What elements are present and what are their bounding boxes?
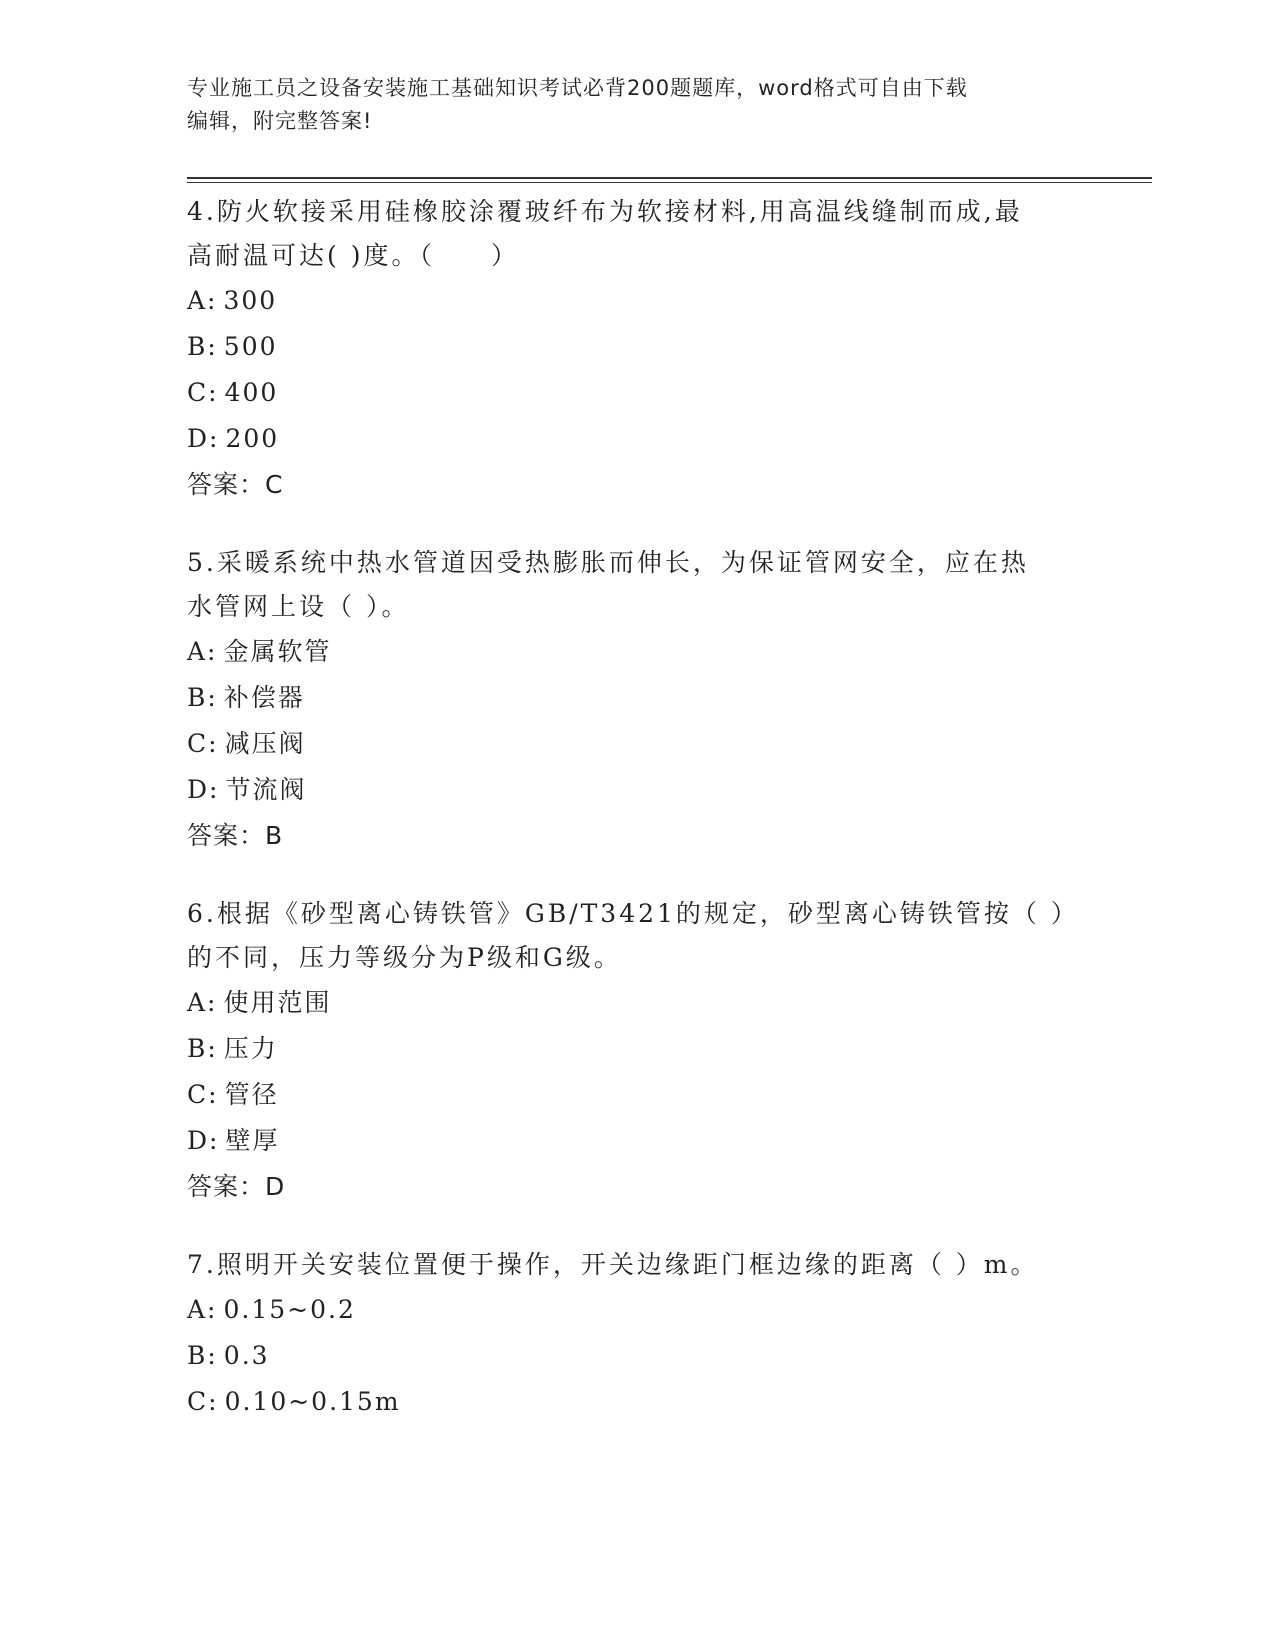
- option-text: 补偿器: [223, 683, 305, 712]
- option-letter: C:: [187, 378, 219, 407]
- answer-label: 答案：B: [187, 821, 284, 850]
- option-a: [187, 629, 1087, 675]
- option-list: [187, 980, 1087, 1164]
- option-letter: D:: [187, 775, 220, 804]
- option-b: [187, 675, 1087, 721]
- question-stem-line: 高耐温可达( )度。（ ）: [187, 241, 519, 270]
- answer-label: 答案：D: [187, 1172, 286, 1201]
- option-text: 0.10~0.15m: [224, 1387, 401, 1416]
- option-b: [187, 324, 1087, 370]
- option-text: 0.3: [223, 1341, 270, 1370]
- question-list: [187, 190, 1087, 1458]
- question-stem-line: 水管网上设（ ）。: [187, 592, 410, 621]
- header-title-line-2: 编辑，附完整答案!: [187, 109, 373, 133]
- option-d: [187, 416, 1087, 462]
- header-divider-thin: [187, 182, 1152, 183]
- option-letter: C:: [187, 729, 219, 758]
- document-header: [187, 72, 1087, 138]
- question-stem: [187, 1243, 1087, 1287]
- option-c: [187, 370, 1087, 416]
- question-stem: [187, 892, 1087, 980]
- option-a: [187, 1287, 1087, 1333]
- question-stem-line: 5.采暖系统中热水管道因受热膨胀而伸长，为保证管网安全，应在热: [187, 548, 1029, 577]
- answer-label: 答案：C: [187, 470, 284, 499]
- option-text: 压力: [223, 1034, 278, 1063]
- option-letter: D:: [187, 424, 220, 453]
- option-letter: A:: [187, 1295, 218, 1324]
- question-7: [187, 1243, 1087, 1425]
- option-list: [187, 278, 1087, 462]
- question-stem-line: 6.根据《砂型离心铸铁管》GB/T3421的规定，砂型离心铸铁管按（ ）: [187, 899, 1079, 928]
- option-text: 0.15~0.2: [223, 1295, 356, 1324]
- question-stem: [187, 541, 1087, 629]
- option-text: 500: [223, 332, 278, 361]
- option-a: [187, 980, 1087, 1026]
- question-4: [187, 190, 1087, 508]
- option-a: [187, 278, 1087, 324]
- option-letter: B:: [187, 683, 218, 712]
- option-text: 使用范围: [223, 988, 332, 1017]
- option-text: 300: [223, 286, 278, 315]
- option-text: 减压阀: [224, 729, 306, 758]
- option-letter: A:: [187, 637, 218, 666]
- header-title-line-1: 专业施工员之设备安装施工基础知识考试必背200题题库，word格式可自由下载: [187, 76, 968, 100]
- option-text: 壁厚: [225, 1126, 280, 1155]
- option-text: 400: [224, 378, 279, 407]
- option-letter: A:: [187, 988, 218, 1017]
- option-letter: A:: [187, 286, 218, 315]
- question-6: [187, 892, 1087, 1210]
- option-d: [187, 1118, 1087, 1164]
- option-d: [187, 767, 1087, 813]
- question-stem-line: 的不同，压力等级分为P级和G级。: [187, 943, 622, 972]
- question-stem-line: 7.照明开关安装位置便于操作，开关边缘距门框边缘的距离（ ）m。: [187, 1250, 1039, 1279]
- option-text: 管径: [224, 1080, 279, 1109]
- option-c: [187, 721, 1087, 767]
- option-b: [187, 1026, 1087, 1072]
- option-letter: C:: [187, 1387, 219, 1416]
- option-letter: D:: [187, 1126, 220, 1155]
- question-5: [187, 541, 1087, 859]
- option-c: [187, 1072, 1087, 1118]
- option-list: [187, 1287, 1087, 1425]
- header-divider-thick: [187, 177, 1152, 179]
- option-letter: B:: [187, 1034, 218, 1063]
- question-stem: [187, 190, 1087, 278]
- question-stem-line: 4.防火软接采用硅橡胶涂覆玻纤布为软接材料,用高温线缝制而成,最: [187, 197, 1023, 226]
- option-text: 节流阀: [225, 775, 307, 804]
- option-text: 金属软管: [223, 637, 332, 666]
- option-text: 200: [225, 424, 280, 453]
- option-b: [187, 1333, 1087, 1379]
- option-letter: B:: [187, 332, 218, 361]
- option-c: [187, 1379, 1087, 1425]
- option-letter: C:: [187, 1080, 219, 1109]
- option-list: [187, 629, 1087, 813]
- option-letter: B:: [187, 1341, 218, 1370]
